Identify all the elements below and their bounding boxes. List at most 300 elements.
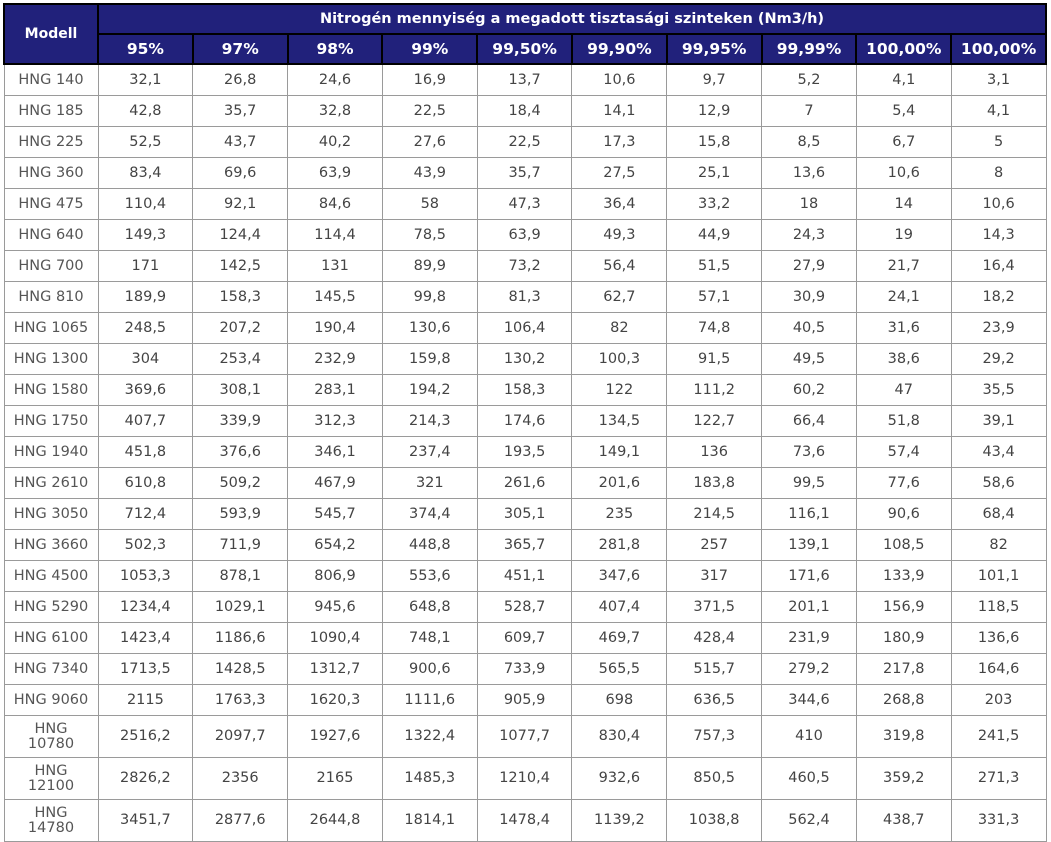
value-cell: 57,4: [856, 437, 951, 468]
value-cell: 13,6: [762, 158, 857, 189]
value-cell: 407,7: [98, 406, 193, 437]
value-cell: 344,6: [762, 685, 857, 716]
value-cell: 30,9: [762, 282, 857, 313]
value-cell: 122: [572, 375, 667, 406]
value-cell: 1029,1: [193, 592, 288, 623]
value-cell: 149,1: [572, 437, 667, 468]
value-cell: 451,8: [98, 437, 193, 468]
value-cell: 2516,2: [98, 716, 193, 758]
value-cell: 18,4: [477, 96, 572, 127]
value-cell: 158,3: [477, 375, 572, 406]
value-cell: 305,1: [477, 499, 572, 530]
value-cell: 339,9: [193, 406, 288, 437]
model-column-header: Modell: [4, 4, 98, 64]
value-cell: 136,6: [951, 623, 1046, 654]
purity-header-cell: 99,99%: [762, 34, 857, 64]
value-cell: 2356: [193, 758, 288, 800]
value-cell: 124,4: [193, 220, 288, 251]
value-cell: 108,5: [856, 530, 951, 561]
value-cell: 66,4: [762, 406, 857, 437]
value-cell: 134,5: [572, 406, 667, 437]
value-cell: 84,6: [288, 189, 383, 220]
value-cell: 2826,2: [98, 758, 193, 800]
value-cell: 371,5: [667, 592, 762, 623]
value-cell: 932,6: [572, 758, 667, 800]
table-row: [4, 375, 1046, 406]
value-cell: 748,1: [382, 623, 477, 654]
value-cell: 114,4: [288, 220, 383, 251]
nitrogen-purity-table: [3, 3, 1047, 842]
value-cell: 32,8: [288, 96, 383, 127]
value-cell: 38,6: [856, 344, 951, 375]
table-row: [4, 800, 1046, 842]
value-cell: 2115: [98, 685, 193, 716]
value-cell: 900,6: [382, 654, 477, 685]
value-cell: 82: [572, 313, 667, 344]
value-cell: 24,1: [856, 282, 951, 313]
value-cell: 553,6: [382, 561, 477, 592]
value-cell: 1713,5: [98, 654, 193, 685]
table-row: [4, 282, 1046, 313]
value-cell: 593,9: [193, 499, 288, 530]
value-cell: 850,5: [667, 758, 762, 800]
value-cell: 44,9: [667, 220, 762, 251]
value-cell: 7: [762, 96, 857, 127]
value-cell: 194,2: [382, 375, 477, 406]
value-cell: 16,9: [382, 64, 477, 96]
value-cell: 145,5: [288, 282, 383, 313]
value-cell: 438,7: [856, 800, 951, 842]
value-cell: 190,4: [288, 313, 383, 344]
value-cell: 8,5: [762, 127, 857, 158]
model-cell: HNG 185: [4, 96, 98, 127]
table-header: [4, 4, 1046, 64]
value-cell: 733,9: [477, 654, 572, 685]
value-cell: 91,5: [667, 344, 762, 375]
value-cell: 281,8: [572, 530, 667, 561]
value-cell: 131: [288, 251, 383, 282]
value-cell: 3,1: [951, 64, 1046, 96]
value-cell: 1485,3: [382, 758, 477, 800]
value-cell: 10,6: [572, 64, 667, 96]
value-cell: 757,3: [667, 716, 762, 758]
value-cell: 29,2: [951, 344, 1046, 375]
value-cell: 2644,8: [288, 800, 383, 842]
value-cell: 82: [951, 530, 1046, 561]
model-cell: HNG 3660: [4, 530, 98, 561]
value-cell: 237,4: [382, 437, 477, 468]
value-cell: 189,9: [98, 282, 193, 313]
value-cell: 1077,7: [477, 716, 572, 758]
value-cell: 171,6: [762, 561, 857, 592]
value-cell: 23,9: [951, 313, 1046, 344]
table-row: [4, 406, 1046, 437]
value-cell: 6,7: [856, 127, 951, 158]
value-cell: 410: [762, 716, 857, 758]
value-cell: 164,6: [951, 654, 1046, 685]
value-cell: 57,1: [667, 282, 762, 313]
value-cell: 83,4: [98, 158, 193, 189]
value-cell: 31,6: [856, 313, 951, 344]
value-cell: 100,3: [572, 344, 667, 375]
value-cell: 698: [572, 685, 667, 716]
value-cell: 22,5: [477, 127, 572, 158]
value-cell: 73,6: [762, 437, 857, 468]
model-cell: HNG 225: [4, 127, 98, 158]
purity-header-cell: 99,50%: [477, 34, 572, 64]
table-row: [4, 499, 1046, 530]
value-cell: 27,9: [762, 251, 857, 282]
purity-header-cell: 98%: [288, 34, 383, 64]
value-cell: 609,7: [477, 623, 572, 654]
value-cell: 16,4: [951, 251, 1046, 282]
value-cell: 268,8: [856, 685, 951, 716]
model-cell: HNG 1940: [4, 437, 98, 468]
value-cell: 1234,4: [98, 592, 193, 623]
value-cell: 253,4: [193, 344, 288, 375]
value-cell: 312,3: [288, 406, 383, 437]
purity-header-cell: 100,00%: [856, 34, 951, 64]
purity-header-cell: 99,90%: [572, 34, 667, 64]
model-cell: HNG 4500: [4, 561, 98, 592]
value-cell: 1186,6: [193, 623, 288, 654]
model-cell: HNG 2610: [4, 468, 98, 499]
table-container: [3, 3, 1047, 842]
model-cell: HNG 10780: [4, 716, 98, 758]
value-cell: 1620,3: [288, 685, 383, 716]
value-cell: 4,1: [856, 64, 951, 96]
value-cell: 5: [951, 127, 1046, 158]
value-cell: 159,8: [382, 344, 477, 375]
value-cell: 905,9: [477, 685, 572, 716]
value-cell: 283,1: [288, 375, 383, 406]
value-cell: 369,6: [98, 375, 193, 406]
model-cell: HNG 14780: [4, 800, 98, 842]
value-cell: 1763,3: [193, 685, 288, 716]
table-row: [4, 127, 1046, 158]
value-cell: 359,2: [856, 758, 951, 800]
value-cell: 68,4: [951, 499, 1046, 530]
value-cell: 58,6: [951, 468, 1046, 499]
value-cell: 712,4: [98, 499, 193, 530]
model-cell: HNG 810: [4, 282, 98, 313]
table-row: [4, 344, 1046, 375]
table-row: [4, 468, 1046, 499]
model-cell: HNG 140: [4, 64, 98, 96]
value-cell: 451,1: [477, 561, 572, 592]
value-cell: 5,2: [762, 64, 857, 96]
value-cell: 257: [667, 530, 762, 561]
value-cell: 448,8: [382, 530, 477, 561]
value-cell: 156,9: [856, 592, 951, 623]
purity-header-cell: 95%: [98, 34, 193, 64]
value-cell: 78,5: [382, 220, 477, 251]
value-cell: 14: [856, 189, 951, 220]
value-cell: 14,3: [951, 220, 1046, 251]
value-cell: 1038,8: [667, 800, 762, 842]
value-cell: 35,7: [477, 158, 572, 189]
value-cell: 3451,7: [98, 800, 193, 842]
value-cell: 562,4: [762, 800, 857, 842]
value-cell: 111,2: [667, 375, 762, 406]
value-cell: 945,6: [288, 592, 383, 623]
value-cell: 2097,7: [193, 716, 288, 758]
table-row: [4, 530, 1046, 561]
value-cell: 24,6: [288, 64, 383, 96]
value-cell: 711,9: [193, 530, 288, 561]
purity-header-cell: 99%: [382, 34, 477, 64]
value-cell: 99,8: [382, 282, 477, 313]
model-cell: HNG 360: [4, 158, 98, 189]
value-cell: 217,8: [856, 654, 951, 685]
value-cell: 158,3: [193, 282, 288, 313]
model-cell: HNG 1750: [4, 406, 98, 437]
value-cell: 99,5: [762, 468, 857, 499]
table-row: [4, 313, 1046, 344]
value-cell: 8: [951, 158, 1046, 189]
table-body: [4, 64, 1046, 842]
value-cell: 27,6: [382, 127, 477, 158]
value-cell: 610,8: [98, 468, 193, 499]
value-cell: 180,9: [856, 623, 951, 654]
value-cell: 1927,6: [288, 716, 383, 758]
table-title: Nitrogén mennyiség a megadott tisztasági szinteken (Nm3/h): [98, 4, 1046, 34]
value-cell: 235: [572, 499, 667, 530]
value-cell: 74,8: [667, 313, 762, 344]
value-cell: 1478,4: [477, 800, 572, 842]
value-cell: 90,6: [856, 499, 951, 530]
value-cell: 469,7: [572, 623, 667, 654]
value-cell: 73,2: [477, 251, 572, 282]
value-cell: 648,8: [382, 592, 477, 623]
value-cell: 1312,7: [288, 654, 383, 685]
value-cell: 317: [667, 561, 762, 592]
value-cell: 43,4: [951, 437, 1046, 468]
value-cell: 308,1: [193, 375, 288, 406]
value-cell: 376,6: [193, 437, 288, 468]
value-cell: 33,2: [667, 189, 762, 220]
value-cell: 18: [762, 189, 857, 220]
value-cell: 4,1: [951, 96, 1046, 127]
table-row: [4, 64, 1046, 96]
value-cell: 183,8: [667, 468, 762, 499]
value-cell: 32,1: [98, 64, 193, 96]
value-cell: 19: [856, 220, 951, 251]
value-cell: 56,4: [572, 251, 667, 282]
value-cell: 101,1: [951, 561, 1046, 592]
value-cell: 47: [856, 375, 951, 406]
value-cell: 43,9: [382, 158, 477, 189]
value-cell: 347,6: [572, 561, 667, 592]
value-cell: 9,7: [667, 64, 762, 96]
value-cell: 51,5: [667, 251, 762, 282]
model-cell: HNG 1300: [4, 344, 98, 375]
value-cell: 654,2: [288, 530, 383, 561]
value-cell: 110,4: [98, 189, 193, 220]
table-row: [4, 158, 1046, 189]
value-cell: 27,5: [572, 158, 667, 189]
value-cell: 63,9: [288, 158, 383, 189]
table-row: [4, 220, 1046, 251]
model-cell: HNG 7340: [4, 654, 98, 685]
model-cell: HNG 640: [4, 220, 98, 251]
value-cell: 35,7: [193, 96, 288, 127]
table-row: [4, 437, 1046, 468]
value-cell: 1210,4: [477, 758, 572, 800]
value-cell: 130,2: [477, 344, 572, 375]
table-row: [4, 96, 1046, 127]
table-row: [4, 654, 1046, 685]
value-cell: 193,5: [477, 437, 572, 468]
value-cell: 201,6: [572, 468, 667, 499]
value-cell: 331,3: [951, 800, 1046, 842]
value-cell: 407,4: [572, 592, 667, 623]
value-cell: 12,9: [667, 96, 762, 127]
value-cell: 10,6: [856, 158, 951, 189]
value-cell: 18,2: [951, 282, 1046, 313]
value-cell: 321: [382, 468, 477, 499]
value-cell: 35,5: [951, 375, 1046, 406]
value-cell: 231,9: [762, 623, 857, 654]
value-cell: 1053,3: [98, 561, 193, 592]
value-cell: 1428,5: [193, 654, 288, 685]
value-cell: 122,7: [667, 406, 762, 437]
table-row: [4, 561, 1046, 592]
model-cell: HNG 3050: [4, 499, 98, 530]
value-cell: 22,5: [382, 96, 477, 127]
value-cell: 42,8: [98, 96, 193, 127]
value-cell: 1111,6: [382, 685, 477, 716]
model-cell: HNG 1580: [4, 375, 98, 406]
value-cell: 241,5: [951, 716, 1046, 758]
value-cell: 52,5: [98, 127, 193, 158]
value-cell: 1814,1: [382, 800, 477, 842]
value-cell: 39,1: [951, 406, 1046, 437]
value-cell: 2165: [288, 758, 383, 800]
value-cell: 15,8: [667, 127, 762, 158]
value-cell: 26,8: [193, 64, 288, 96]
value-cell: 63,9: [477, 220, 572, 251]
value-cell: 515,7: [667, 654, 762, 685]
value-cell: 528,7: [477, 592, 572, 623]
value-cell: 36,4: [572, 189, 667, 220]
value-cell: 17,3: [572, 127, 667, 158]
value-cell: 130,6: [382, 313, 477, 344]
value-cell: 545,7: [288, 499, 383, 530]
purity-header-row: [4, 34, 1046, 64]
value-cell: 460,5: [762, 758, 857, 800]
value-cell: 25,1: [667, 158, 762, 189]
value-cell: 1139,2: [572, 800, 667, 842]
value-cell: 203: [951, 685, 1046, 716]
value-cell: 14,1: [572, 96, 667, 127]
value-cell: 62,7: [572, 282, 667, 313]
value-cell: 428,4: [667, 623, 762, 654]
table-row: [4, 189, 1046, 220]
value-cell: 77,6: [856, 468, 951, 499]
value-cell: 24,3: [762, 220, 857, 251]
value-cell: 13,7: [477, 64, 572, 96]
value-cell: 502,3: [98, 530, 193, 561]
value-cell: 81,3: [477, 282, 572, 313]
value-cell: 1322,4: [382, 716, 477, 758]
model-cell: HNG 9060: [4, 685, 98, 716]
value-cell: 271,3: [951, 758, 1046, 800]
model-cell: HNG 1065: [4, 313, 98, 344]
purity-header-cell: 100,00%: [951, 34, 1046, 64]
value-cell: 139,1: [762, 530, 857, 561]
value-cell: 116,1: [762, 499, 857, 530]
value-cell: 40,2: [288, 127, 383, 158]
value-cell: 365,7: [477, 530, 572, 561]
value-cell: 232,9: [288, 344, 383, 375]
value-cell: 374,4: [382, 499, 477, 530]
value-cell: 304: [98, 344, 193, 375]
table-row: [4, 623, 1046, 654]
value-cell: 1090,4: [288, 623, 383, 654]
purity-header-cell: 99,95%: [667, 34, 762, 64]
value-cell: 51,8: [856, 406, 951, 437]
value-cell: 878,1: [193, 561, 288, 592]
value-cell: 467,9: [288, 468, 383, 499]
value-cell: 2877,6: [193, 800, 288, 842]
table-row: [4, 716, 1046, 758]
table-row: [4, 592, 1046, 623]
value-cell: 69,6: [193, 158, 288, 189]
value-cell: 149,3: [98, 220, 193, 251]
value-cell: 92,1: [193, 189, 288, 220]
table-row: [4, 758, 1046, 800]
value-cell: 207,2: [193, 313, 288, 344]
value-cell: 319,8: [856, 716, 951, 758]
value-cell: 214,3: [382, 406, 477, 437]
value-cell: 509,2: [193, 468, 288, 499]
model-cell: HNG 700: [4, 251, 98, 282]
value-cell: 118,5: [951, 592, 1046, 623]
table-row: [4, 251, 1046, 282]
value-cell: 214,5: [667, 499, 762, 530]
value-cell: 565,5: [572, 654, 667, 685]
value-cell: 806,9: [288, 561, 383, 592]
purity-header-cell: 97%: [193, 34, 288, 64]
model-cell: HNG 12100: [4, 758, 98, 800]
value-cell: 21,7: [856, 251, 951, 282]
value-cell: 346,1: [288, 437, 383, 468]
value-cell: 106,4: [477, 313, 572, 344]
value-cell: 49,3: [572, 220, 667, 251]
value-cell: 201,1: [762, 592, 857, 623]
value-cell: 261,6: [477, 468, 572, 499]
value-cell: 10,6: [951, 189, 1046, 220]
value-cell: 174,6: [477, 406, 572, 437]
value-cell: 47,3: [477, 189, 572, 220]
value-cell: 636,5: [667, 685, 762, 716]
value-cell: 279,2: [762, 654, 857, 685]
model-cell: HNG 6100: [4, 623, 98, 654]
model-cell: HNG 5290: [4, 592, 98, 623]
value-cell: 171: [98, 251, 193, 282]
model-cell: HNG 475: [4, 189, 98, 220]
value-cell: 248,5: [98, 313, 193, 344]
value-cell: 133,9: [856, 561, 951, 592]
value-cell: 142,5: [193, 251, 288, 282]
value-cell: 89,9: [382, 251, 477, 282]
value-cell: 5,4: [856, 96, 951, 127]
value-cell: 58: [382, 189, 477, 220]
value-cell: 1423,4: [98, 623, 193, 654]
value-cell: 136: [667, 437, 762, 468]
value-cell: 40,5: [762, 313, 857, 344]
